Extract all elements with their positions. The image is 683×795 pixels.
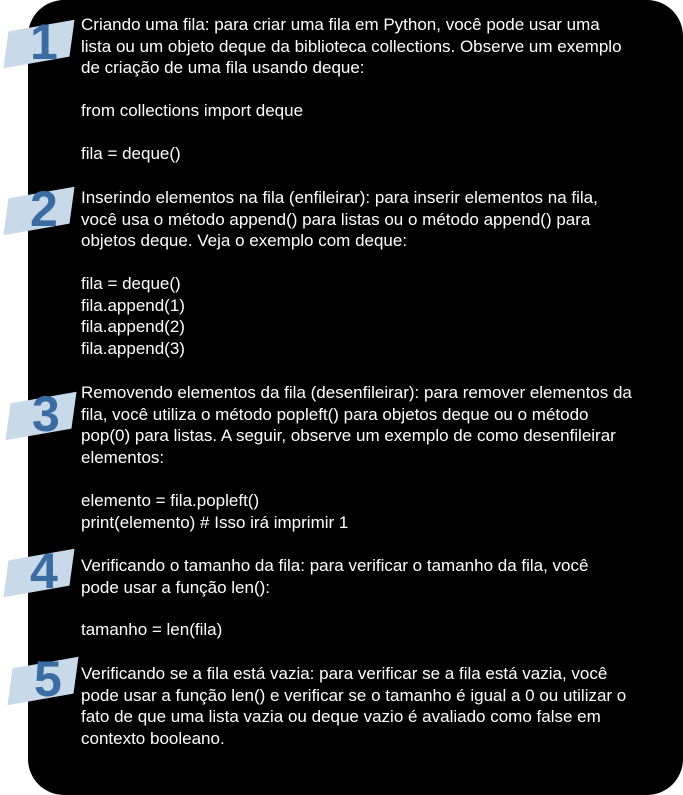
- step-description: Verificando se a fila está vazia: para verificar se a fila está vazia, você pode usar a função len() e verificar se o tamanho é igual a 0 ou utilizar o fato de que uma lista vazia ou deque vazio é avaliado como false em contexto booleano.: [81, 664, 627, 748]
- step-number-badge: [8, 386, 78, 444]
- step-number-badge: [6, 543, 76, 601]
- step-description: Inserindo elementos na fila (enfileirar): para inserir elementos na fila, você usa o método append() para listas ou o método append() para objetos deque. Veja o exemplo com deque:: [81, 188, 598, 250]
- step-number-badge: [6, 14, 76, 72]
- step-code: elemento = fila.popleft() print(elemento) # Isso irá imprimir 1: [81, 491, 349, 532]
- step-number-badge: [10, 651, 80, 709]
- step-number-badge: [6, 181, 76, 239]
- step-number: 1: [30, 14, 58, 70]
- step-number: 2: [30, 181, 58, 237]
- step-description: Verificando o tamanho da fila: para verificar o tamanho da fila, você pode usar a função len():: [81, 556, 589, 597]
- step-description: Criando uma fila: para criar uma fila em Python, você pode usar uma lista ou um objeto deque da biblioteca collections. Observe um exemplo de criação de uma fila usando deque:: [81, 15, 622, 77]
- step-code: from collections import deque fila = deque(): [81, 101, 304, 163]
- step-number: 4: [30, 543, 58, 599]
- step-code: tamanho = len(fila): [81, 620, 223, 639]
- step-number: 5: [34, 651, 62, 707]
- step-number: 3: [32, 386, 60, 442]
- step-description: Removendo elementos da fila (desenfileirar): para remover elementos da fila, você utiliza o método popleft() para objetos deque ou o método pop(0) para listas. A seguir, observe um exemplo de como desenfileirar elementos:: [81, 383, 632, 467]
- step-code: fila = deque() fila.append(1) fila.append(2) fila.append(3): [81, 274, 185, 358]
